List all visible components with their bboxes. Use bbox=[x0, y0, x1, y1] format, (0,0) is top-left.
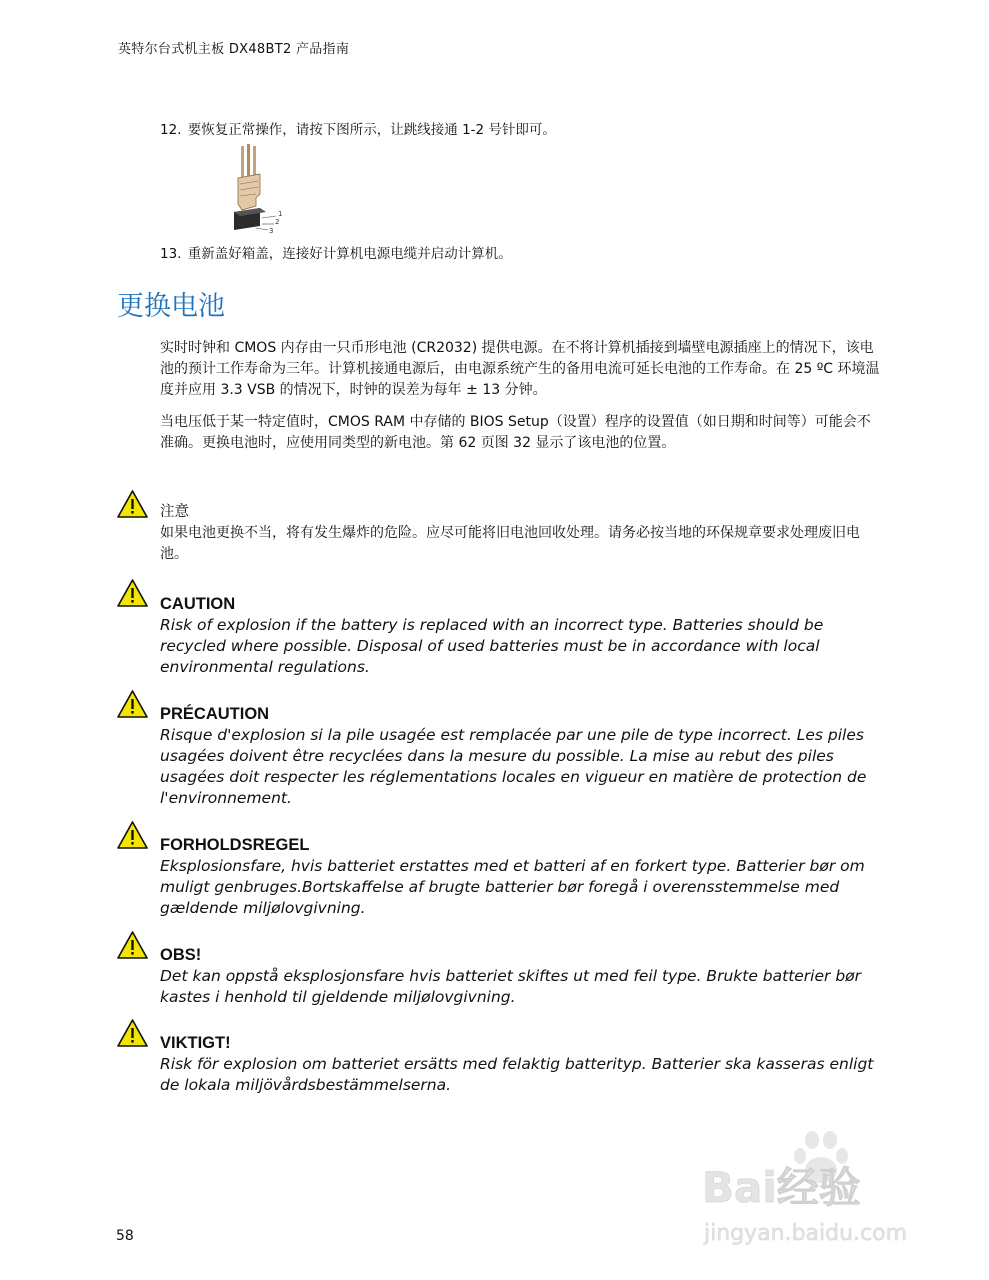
warning-icon bbox=[116, 820, 149, 850]
notice-body: 如果电池更换不当，将有发生爆炸的危险。应尽可能将旧电池回收处理。请务必按当地的环保规章要求处理废旧电池。 bbox=[160, 525, 860, 562]
notice-danish bbox=[160, 835, 880, 919]
notice-title: PRÉCAUTION bbox=[160, 705, 270, 723]
jumper-cap bbox=[238, 174, 260, 210]
pin-label-2: 2 bbox=[275, 218, 280, 226]
warning-icon bbox=[116, 489, 149, 519]
notice-title: FORHOLDSREGEL bbox=[160, 836, 310, 854]
warning-icon bbox=[116, 578, 149, 608]
notice-norwegian bbox=[160, 945, 880, 1008]
warning-icon bbox=[116, 1018, 149, 1048]
notice-body: Eksplosionsfare, hvis batteriet erstattes med et batteri af en forkert type. Batterier bør om muligt genbruges.Bortskaffelse af brugte batterier bør foregå i overensstemmelse med gældende miljølovgivning. bbox=[160, 857, 865, 917]
pin-label-3: 3 bbox=[269, 227, 274, 235]
baidu-jingyan-watermark bbox=[700, 1130, 940, 1250]
watermark-brand: Bai经验 bbox=[702, 1163, 861, 1212]
watermark-url: jingyan.baidu.com bbox=[704, 1221, 908, 1246]
step-number: 12. bbox=[160, 122, 182, 138]
step-number: 13. bbox=[160, 246, 182, 262]
notice-chinese bbox=[160, 502, 880, 565]
warning-icon bbox=[116, 689, 149, 719]
step-text: 重新盖好箱盖，连接好计算机电源电缆并启动计算机。 bbox=[187, 246, 512, 262]
jumper-figure bbox=[226, 144, 286, 236]
notice-title: CAUTION bbox=[160, 595, 236, 613]
pin-label-1: 1 bbox=[278, 210, 283, 218]
step-13 bbox=[160, 242, 512, 262]
notice-swedish bbox=[160, 1033, 880, 1096]
page-number: 58 bbox=[116, 1228, 134, 1244]
paragraph-battery-intro: 实时时钟和 CMOS 内存由一只币形电池 (CR2032) 提供电源。在不将计算机插接到墙壁电源插座上的情况下，该电池的预计工作寿命为三年。计算机接通电源后，由电源系统产生的备用电流可延长电池的工作寿命。在 25 ºC 环境温度并应用 3.3 VSB 的情况下，时钟的误差为每年 ± 13 分钟。 bbox=[160, 340, 880, 398]
notice-title: OBS! bbox=[160, 946, 202, 964]
notice-french bbox=[160, 704, 880, 809]
paragraph-battery-replace: 当电压低于某一特定值时，CMOS RAM 中存储的 BIOS Setup（设置）程序的设置值（如日期和时间等）可能会不准确。更换电池时，应使用同类型的新电池。第 62 页图 32 显示了该电池的位置。 bbox=[160, 414, 871, 451]
step-12 bbox=[160, 118, 556, 138]
step-text: 要恢复正常操作，请按下图所示，让跳线接通 1-2 号针即可。 bbox=[187, 122, 556, 138]
notice-body: Det kan oppstå eksplosjonsfare hvis batteriet skiftes ut med feil type. Brukte batterier bør kastes i henhold til gjeldende miljølovgivning. bbox=[160, 967, 862, 1006]
section-heading: 更换电池 bbox=[117, 291, 225, 322]
notice-body: Risk för explosion om batteriet ersätts med felaktig batterityp. Batterier ska kasseras enligt de lokala miljövårdsbestämmelserna. bbox=[160, 1055, 874, 1094]
notice-english bbox=[160, 594, 880, 678]
warning-icon bbox=[116, 930, 149, 960]
notice-body: Risque d'explosion si la pile usagée est remplacée par une pile de type incorrect. Les piles usagées doivent être recyclées dans la mesure du possible. La mise au rebut des piles usagées doit respecter les réglementations locales en vigueur en matière de protection de l'environnement. bbox=[160, 726, 867, 807]
notice-title: VIKTIGT! bbox=[160, 1034, 231, 1052]
notice-title: 注意 bbox=[160, 504, 189, 520]
notice-body: Risk of explosion if the battery is replaced with an incorrect type. Batteries should be recycled where possible. Disposal of used batteries must be in accordance with local environmental regulations. bbox=[160, 616, 824, 676]
page-header: 英特尔台式机主板 DX48BT2 产品指南 bbox=[118, 42, 350, 57]
